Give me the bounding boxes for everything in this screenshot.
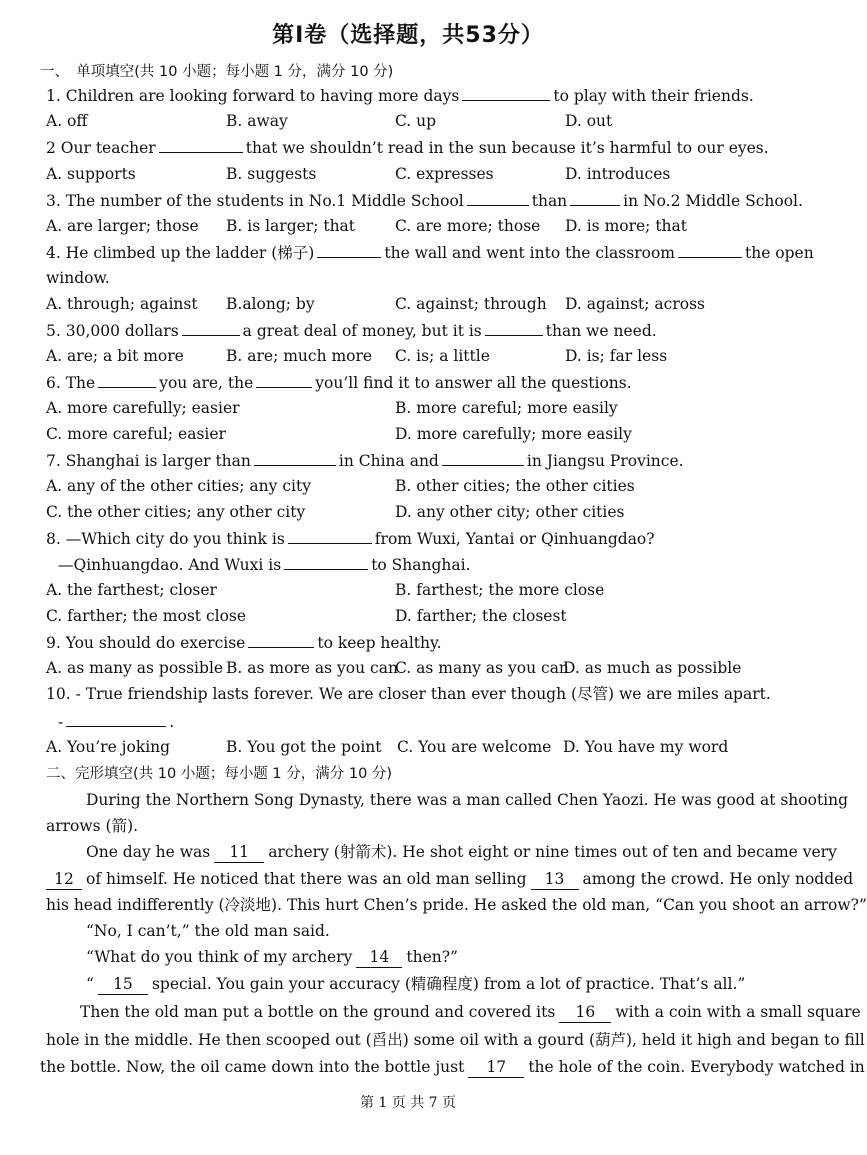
question-3-stem: 3. The number of the students in No.1 Middle School than in No.2 Middle School. [0, 188, 816, 212]
question-6-stem: 6. The you are, the you’ll find it to answer all the questions. [0, 370, 816, 394]
answer-blank[interactable] [66, 709, 166, 727]
question-5-stem: 5. 30,000 dollars a great deal of money, but it is than we need. [0, 318, 816, 342]
option-c[interactable]: C. up [395, 112, 437, 130]
question-10-options [0, 735, 816, 759]
option-a[interactable]: A. are larger; those [46, 217, 199, 235]
option-b[interactable]: B.along; by [226, 295, 315, 313]
option-d[interactable]: D. is more; that [565, 217, 688, 235]
answer-blank[interactable] [159, 135, 243, 153]
option-c[interactable]: C. more careful; easier [46, 425, 226, 443]
option-d[interactable]: D. against; across [565, 295, 705, 313]
passage-line: the bottle. Now, the oil came down into the bottle just 17 the hole of the coin. Everybody watched in [40, 1058, 865, 1076]
option-b[interactable]: B. suggests [226, 165, 317, 183]
section-2-heading: 二、完形填空(共 10 小题；每小题 1 分，满分 10 分) [46, 766, 393, 782]
answer-blank[interactable] [442, 448, 524, 466]
option-d[interactable]: D. any other city; other cities [395, 503, 625, 521]
option-a[interactable]: A. as many as possible [46, 659, 224, 677]
option-c[interactable]: C. expresses [395, 165, 494, 183]
question-5-options [0, 344, 816, 368]
option-b[interactable]: B. are; much more [226, 347, 373, 365]
passage-line: One day he was 11 archery (射箭术). He shot eight or nine times out of ten and became very [86, 843, 837, 861]
question-10-stem-2: - . [0, 709, 816, 733]
option-c[interactable]: C. is; a little [395, 347, 490, 365]
option-a[interactable]: A. You’re joking [46, 738, 171, 756]
question-8-stem: 8. —Which city do you think is from Wuxi, Yantai or Qinhuangdao? [0, 526, 816, 550]
question-7-options-row2 [0, 500, 816, 524]
option-d[interactable]: D. as much as possible [563, 659, 742, 677]
question-7-stem: 7. Shanghai is larger than in China and in Jiangsu Province. [0, 448, 816, 472]
passage-line: “No, I can’t,” the old man said. [86, 922, 330, 940]
passage-line: hole in the middle. He then scooped out (舀出) some oil with a gourd (葫芦), held it high and began to fill [46, 1031, 865, 1049]
option-a[interactable]: A. more carefully; easier [46, 399, 240, 417]
question-9-options [0, 656, 816, 680]
option-a[interactable]: A. off [46, 112, 88, 130]
option-d[interactable]: D. out [565, 112, 613, 130]
option-a[interactable]: A. are; a bit more [46, 347, 184, 365]
question-9-stem: 9. You should do exercise to keep healthy. [0, 630, 816, 654]
question-4-stem: 4. He climbed up the ladder (梯子) the wall and went into the classroom the open [0, 240, 816, 264]
question-7-options-row1 [0, 474, 816, 498]
option-d[interactable]: D. is; far less [565, 347, 668, 365]
option-b[interactable]: B. farthest; the more close [395, 581, 605, 599]
answer-blank[interactable] [288, 526, 372, 544]
option-b[interactable]: B. as more as you can [226, 659, 398, 677]
option-b[interactable]: B. is larger; that [226, 217, 356, 235]
answer-blank[interactable] [317, 240, 381, 258]
option-c[interactable]: C. as many as you can [395, 659, 569, 677]
section-1-heading: 一、 单项填空(共 10 小题；每小题 1 分，满分 10 分) [40, 64, 394, 80]
passage-line: his head indifferently (冷淡地). This hurt Chen’s pride. He asked the old man, “Can you shoot an arrow?” [46, 896, 867, 914]
question-6-options-row1 [0, 396, 816, 420]
question-3-options [0, 214, 816, 238]
question-6-options-row2 [0, 422, 816, 446]
answer-blank[interactable] [256, 370, 312, 388]
option-a[interactable]: A. any of the other cities; any city [46, 477, 311, 495]
question-2-stem: 2 Our teacher that we shouldn’t read in the sun because it’s harmful to our eyes. [0, 135, 816, 159]
option-b[interactable]: B. other cities; the other cities [395, 477, 635, 495]
question-8-stem-2: —Qinhuangdao. And Wuxi is to Shanghai. [0, 552, 816, 576]
answer-blank[interactable] [248, 630, 314, 648]
passage-line: arrows (箭). [46, 817, 139, 835]
passage-line: “What do you think of my archery 14 then?” [86, 948, 458, 966]
cloze-blank-16[interactable]: 16 [559, 1003, 611, 1023]
cloze-blank-11[interactable]: 11 [214, 843, 264, 863]
passage-line: 12 of himself. He noticed that there was an old man selling 13 among the crowd. He only nodded [0, 867, 816, 891]
question-4-stem-cont: window. [46, 269, 110, 287]
page-title: 第Ⅰ卷（选择题，共53分） [272, 23, 544, 48]
cloze-blank-12[interactable]: 12 [46, 870, 82, 890]
answer-blank[interactable] [98, 370, 156, 388]
passage-line: During the Northern Song Dynasty, there was a man called Chen Yaozi. He was good at shooting [86, 791, 849, 809]
answer-blank[interactable] [485, 318, 543, 336]
option-d[interactable]: D. farther; the closest [395, 607, 567, 625]
cloze-blank-15[interactable]: 15 [98, 975, 148, 995]
page-footer: 第 1 页 共 7 页 [359, 1095, 457, 1111]
option-d[interactable]: D. You have my word [563, 738, 729, 756]
question-1-stem: 1. Children are looking forward to having more days to play with their friends. [0, 83, 816, 107]
question-1-options [0, 109, 816, 133]
option-c[interactable]: C. the other cities; any other city [46, 503, 306, 521]
answer-blank[interactable] [678, 240, 742, 258]
option-b[interactable]: B. away [226, 112, 288, 130]
option-a[interactable]: A. the farthest; closer [46, 581, 217, 599]
question-2-options [0, 162, 816, 186]
answer-blank[interactable] [254, 448, 336, 466]
question-4-options [0, 292, 816, 316]
option-a[interactable]: A. supports [46, 165, 136, 183]
option-c[interactable]: C. are more; those [395, 217, 541, 235]
answer-blank[interactable] [284, 552, 368, 570]
option-b[interactable]: B. more careful; more easily [395, 399, 618, 417]
question-10-stem: 10. - True friendship lasts forever. We are closer than ever though (尽管) we are miles apart. [46, 685, 771, 703]
passage-line: Then the old man put a bottle on the ground and covered its 16 with a coin with a small square [80, 1003, 861, 1021]
answer-blank[interactable] [462, 83, 550, 101]
cloze-blank-17[interactable]: 17 [468, 1058, 524, 1078]
question-8-options-row1 [0, 578, 816, 602]
question-8-options-row2 [0, 604, 816, 628]
cloze-blank-14[interactable]: 14 [356, 948, 402, 968]
answer-blank[interactable] [570, 188, 620, 206]
answer-blank[interactable] [467, 188, 529, 206]
option-b[interactable]: B. You got the point [226, 738, 382, 756]
option-d[interactable]: D. more carefully; more easily [395, 425, 632, 443]
option-c[interactable]: C. farther; the most close [46, 607, 247, 625]
option-d[interactable]: D. introduces [565, 165, 671, 183]
option-a[interactable]: A. through; against [46, 295, 198, 313]
passage-line: “ 15 special. You gain your accuracy (精确程度) from a lot of practice. That’s all.” [86, 975, 746, 993]
answer-blank[interactable] [182, 318, 240, 336]
cloze-blank-13[interactable]: 13 [531, 870, 579, 890]
option-c[interactable]: C. against; through [395, 295, 547, 313]
option-c[interactable]: C. You are welcome [397, 738, 552, 756]
